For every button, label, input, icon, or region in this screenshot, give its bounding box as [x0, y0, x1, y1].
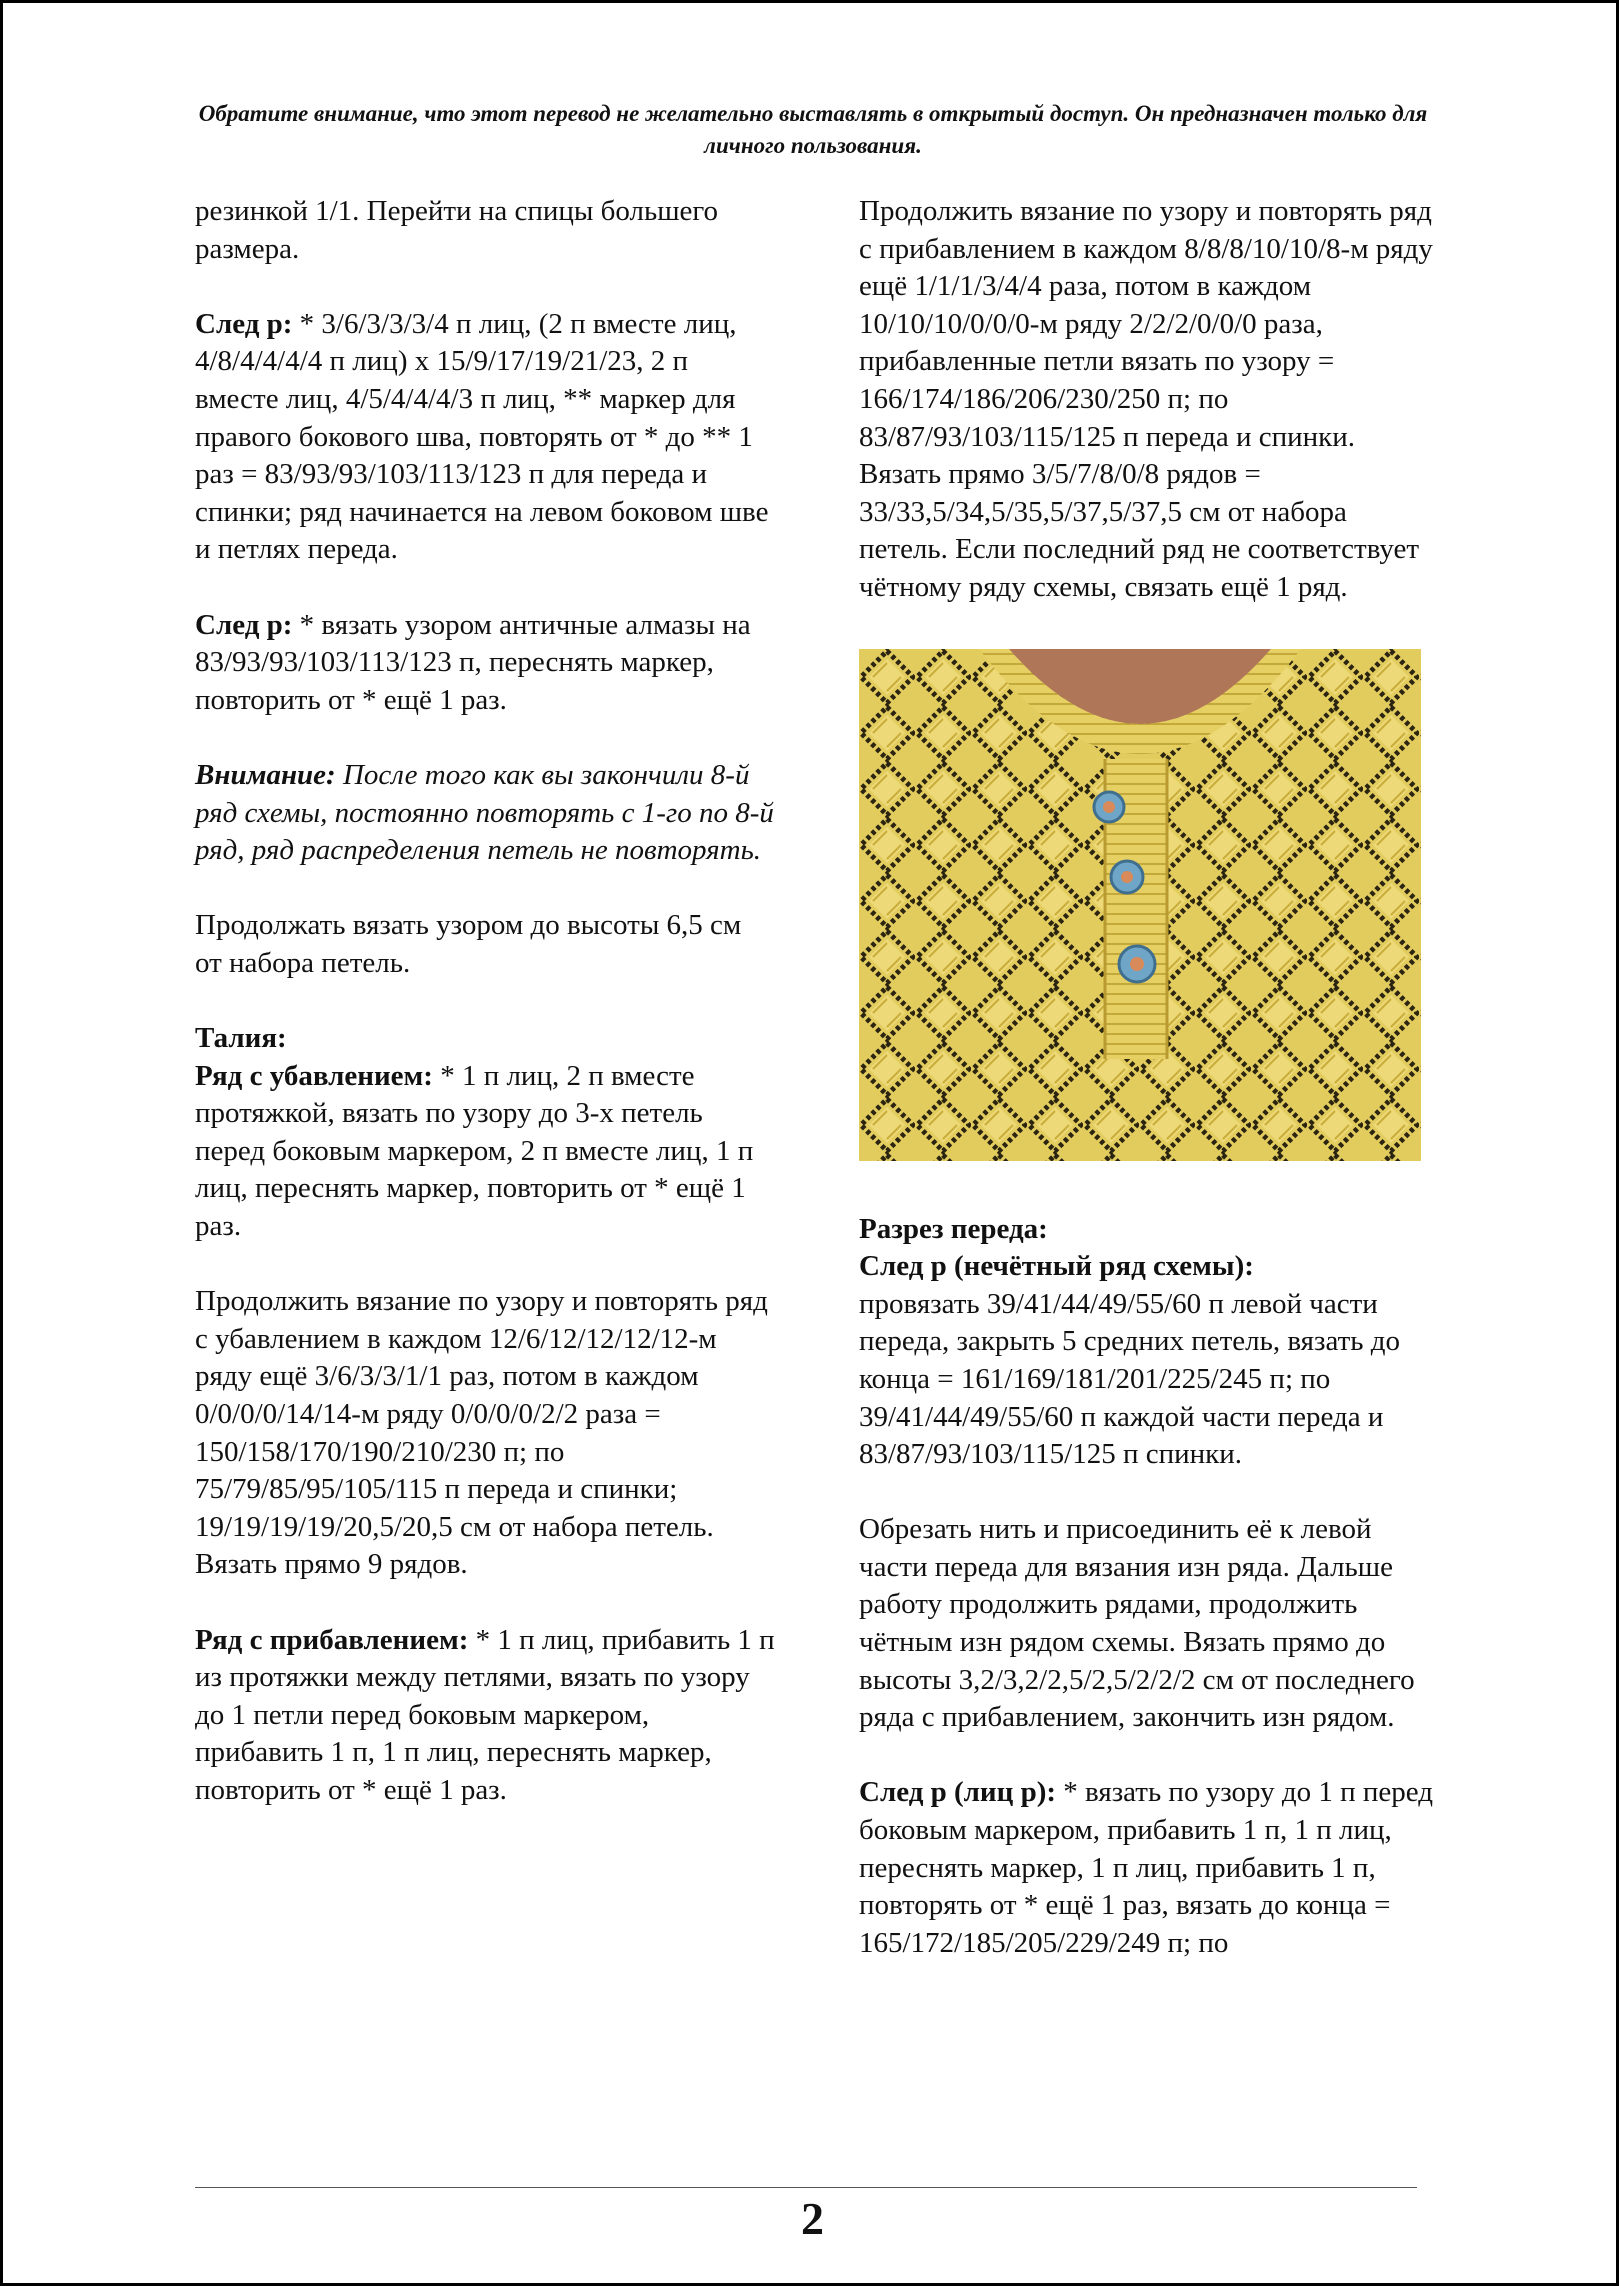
paragraph [195, 1283, 775, 1584]
slit-section [859, 1211, 1434, 1474]
row-text: * вязать узором античные алмазы на 83/93/93/103/113/123 п, переснять маркер, повторить от * ещё 1 раз. [195, 608, 751, 716]
paragraph: Продолжить вязание по узору и повторять ряд с прибавлением в каждом 8/8/8/10/10/8-м ряду ещё 1/1/1/3/4/4 раза, потом в каждом 10/10/10/0/0/0-м ряду 2/2/2/0/0/0 раза, прибавленные петли вязать по узору = 166/174/186/206/230/250 п; по 83/87/93/103/115/125 п переда и спинки. Вязать прямо 3/5/7/8/0/8 рядов = 33/33,5/34,5/35,5/37,5/37,5 см от набора петель. Если последний ряд не соответствует чётному ряду схемы, связать ещё 1 ряд. [859, 195, 1433, 603]
row-text: * вязать по узору до 1 п перед боковым маркером, прибавить 1 п, 1 п лиц, переснять маркер, 1 п лиц, прибавить 1 п, повторять от * ещё 1 раз, вязать до конца = 165/172/185/205/229/249 п; по [859, 1776, 1434, 1959]
copyright-notice: Обратите внимание, что этот перевод не желательно выставлять в открытый доступ. Он предназначен только для личного пользования. [198, 101, 1428, 158]
waist-heading: Талия: [195, 1022, 287, 1055]
row-label: След р (лиц р): [859, 1776, 1057, 1809]
paragraph: резинкой 1/1. Перейти на спицы большего размера. [195, 195, 719, 265]
waist-section [195, 1020, 775, 1246]
row-text: провязать 39/41/44/49/55/60 п левой части переда, закрыть 5 средних петель, вязать до конца = 161/169/181/201/225/245 п; по 39/41/44/49/55/60 п каждой части переда и 83/87/93/103/115/125 п спинки. [859, 1287, 1400, 1471]
row-label: След р: [195, 307, 293, 340]
paragraph [195, 607, 775, 720]
paragraph [195, 1622, 775, 1810]
attention-text: После того как вы закончили 8-й ряд схемы, постоянно повторять с 1-го по 8-й ряд, ряд распределения петель не повторять. [195, 758, 774, 867]
row-text: * 1 п лиц, 2 п вместе протяжкой, вязать по узору до 3-х петель перед боковым маркером, 2 п вместе лиц, 1 п лиц, переснять маркер, повторить от * ещё 1 раз. [195, 1059, 754, 1243]
row-label: След р: [195, 608, 293, 641]
row-text: * 3/6/3/3/3/4 п лиц, (2 п вместе лиц, 4/8/4/4/4/4 п лиц) x 15/9/17/19/21/23, 2 п вместе лиц, 4/5/4/4/4/3 п лиц, ** маркер для правого бокового шва, повторять от * до ** 1 раз = 83/93/93/103/113/123 п для переда и спинки; ряд начинается на левом боковом шве и петлях переда. [195, 307, 769, 566]
straight-rows-text: Вязать прямо 9 рядов. [195, 1548, 468, 1581]
knitted-yoke-photo [859, 649, 1421, 1161]
left-column [195, 193, 775, 1810]
attention-note [195, 757, 775, 870]
button-icon [1119, 946, 1155, 982]
paragraph: Обрезать нить и присоединить её к левой части переда для вязания изн ряда. Дальше работу продолжить рядами, продолжить чётным изн рядом схемы. Вязать прямо до высоты 3,2/3,2/2,5/2,5/2/2/2 см от последнего ряда с прибавлением, закончить изн рядом. [859, 1513, 1415, 1734]
row-label: Ряд с прибавлением: [195, 1623, 469, 1656]
decrease-repeat-text: Продолжить вязание по узору и повторять ряд с убавлением в каждом 12/6/12/12/12/12-м ряду ещё 3/6/3/3/1/1 раз, потом в каждом 0/0/0/0/14/14-м ряду 0/0/0/0/2/2 раза = 150/158/170/190/210/230 п; по 75/79/85/95/105/115 п переда и спинки; 19/19/19/19/20,5/20,5 см от набора петель. [195, 1285, 768, 1543]
attention-label: Внимание: [195, 758, 336, 791]
right-column [859, 193, 1434, 1962]
paragraph: Продолжать вязать узором до высоты 6,5 см от набора петель. [195, 909, 742, 979]
footer-divider [195, 2187, 1417, 2188]
button-icon [1111, 861, 1143, 893]
row-text: * 1 п лиц, прибавить 1 п из протяжки между петлями, вязать по узору до 1 петли перед боковым маркером, прибавить 1 п, 1 п лиц, переснять маркер, повторить от * ещё 1 раз. [195, 1623, 775, 1806]
row-label: Ряд с убавлением: [195, 1059, 433, 1092]
paragraph [859, 1774, 1434, 1962]
paragraph [195, 306, 775, 569]
button-icon [1094, 792, 1124, 822]
row-label: След р (нечётный ряд схемы): [859, 1250, 1254, 1283]
slit-heading: Разрез переда: [859, 1212, 1048, 1245]
page-number: 2 [801, 2193, 824, 2244]
